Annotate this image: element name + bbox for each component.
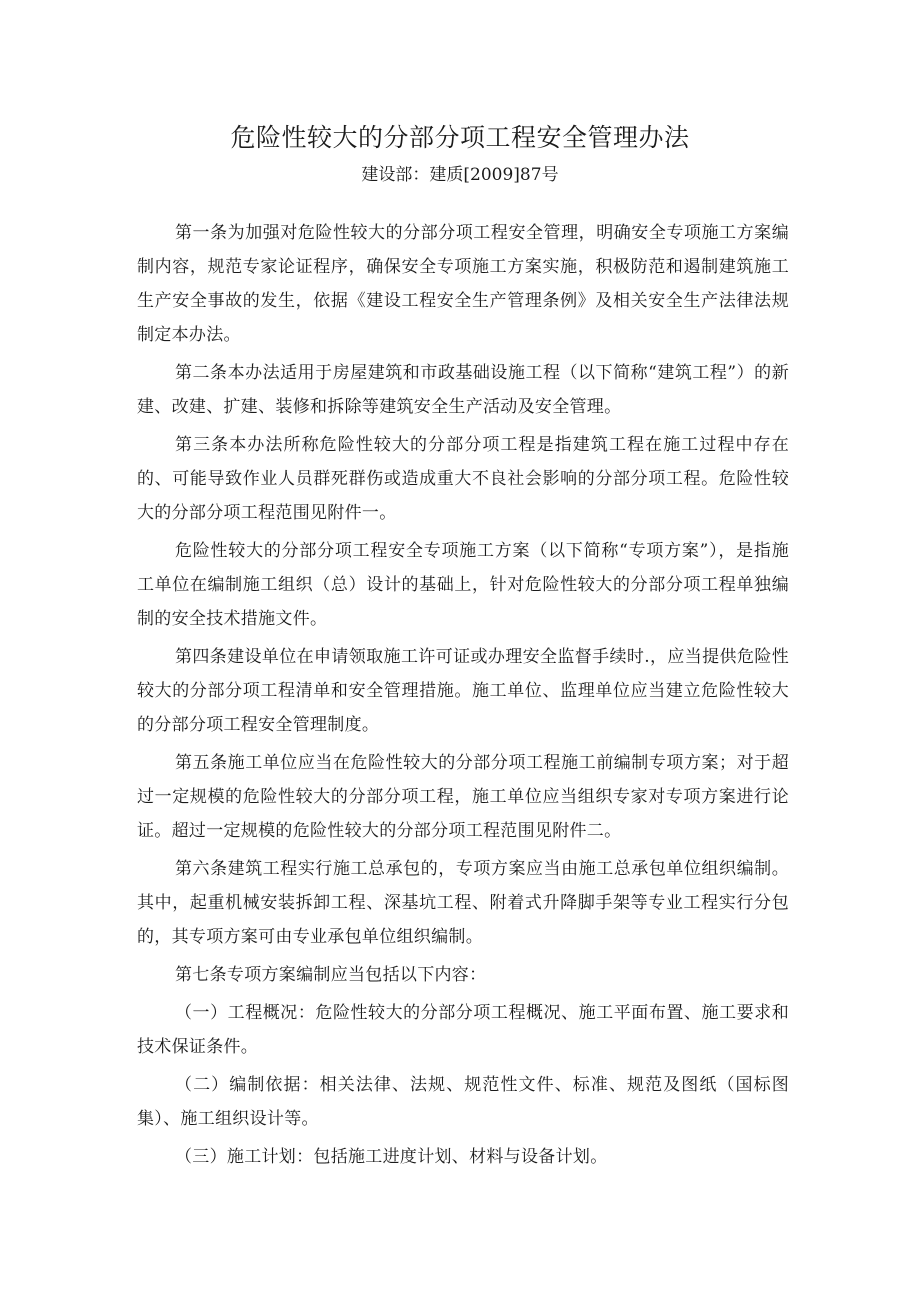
- paragraph-article-7: 第七条专项方案编制应当包括以下内容：: [175, 965, 487, 985]
- paragraph-item-3: （三）施工计划：包括施工进度计划、材料与设备计划。: [175, 1147, 608, 1167]
- paragraph-special-plan-definition: 危险性较大的分部分项工程安全专项施工方案（以下简称“专项方案”），是指施工单位在编制施工组织（总）设计的基础上，针对危险性较大的分部分项工程单独编制的安全技术措施文件。: [137, 541, 789, 629]
- paragraph-item-2: （二）编制依据：相关法律、法规、规范性文件、标准、规范及图纸（国标图集）、施工组织设计等。: [137, 1075, 789, 1129]
- paragraph-article-6: 第六条建筑工程实行施工总承包的，专项方案应当由施工总承包单位组织编制。其中，起重机械安装拆卸工程、深基坑工程、附着式升降脚手架等专业工程实行分包的，其专项方案可由专业承包单位组织编制。: [137, 859, 789, 947]
- paragraph-article-2: 第二条本办法适用于房屋建筑和市政基础设施工程（以下简称“建筑工程”）的新建、改建、扩建、装修和拆除等建筑安全生产活动及安全管理。: [137, 363, 789, 417]
- paragraph-article-4: 第四条建设单位在申请领取施工许可证或办理安全监督手续时.，应当提供危险性较大的分部分项工程清单和安全管理措施。施工单位、监理单位应当建立危险性较大的分部分项工程安全管理制度。: [137, 647, 789, 735]
- document-body: [137, 216, 789, 1178]
- document-subtitle: 建设部：建质[2009]87号: [361, 165, 559, 185]
- paragraph-article-5: 第五条施工单位应当在危险性较大的分部分项工程施工前编制专项方案；对于超过一定规模的危险性较大的分部分项工程，施工单位应当组织专家对专项方案进行论证。超过一定规模的危险性较大的分部分项工程范围见附件二。: [137, 753, 789, 841]
- paragraph-article-1: 第一条为加强对危险性较大的分部分项工程安全管理，明确安全专项施工方案编制内容，规范专家论证程序，确保安全专项施工方案实施，积极防范和遏制建筑施工生产安全事故的发生，依据《建设工程安全生产管理条例》及相关安全生产法律法规制定本办法。: [137, 223, 789, 345]
- paragraph-item-1: （一）工程概况：危险性较大的分部分项工程概况、施工平面布置、施工要求和技术保证条件。: [137, 1003, 789, 1057]
- document-title: 危险性较大的分部分项工程安全管理办法: [230, 123, 690, 152]
- paragraph-article-3: 第三条本办法所称危险性较大的分部分项工程是指建筑工程在施工过程中存在的、可能导致作业人员群死群伤或造成重大不良社会影响的分部分项工程。危险性较大的分部分项工程范围见附件一。: [137, 435, 789, 523]
